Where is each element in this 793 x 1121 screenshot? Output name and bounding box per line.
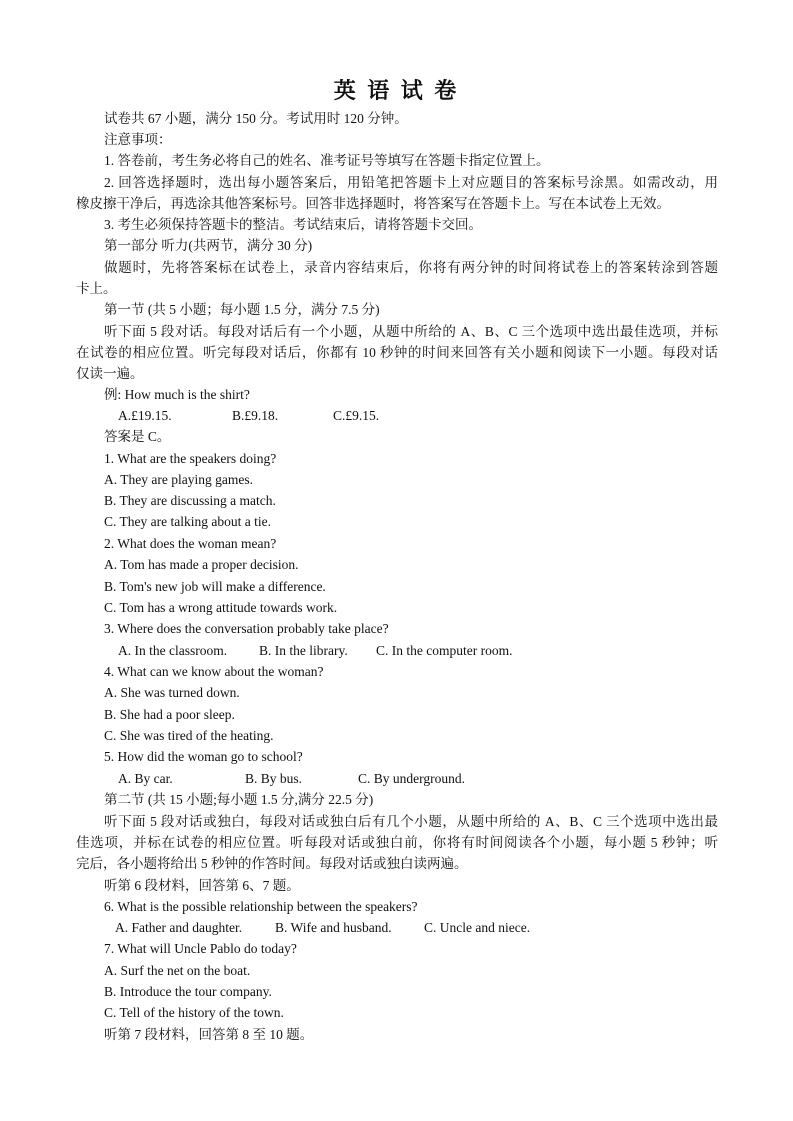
material-6-note: 听第 6 段材料，回答第 6、7 题。 <box>104 878 300 893</box>
section2-instruction-line-2: 佳选项，并标在试卷的相应位置。听每段对话或独白前，你将有时间阅读各个小题，每小题 5 秒钟；听 <box>76 835 718 850</box>
example-option-c: C.£9.15. <box>333 408 380 423</box>
question-4-stem: 4. What can we know about the woman? <box>104 664 324 679</box>
part1-instruction-line-1: 做题时，先将答案标在试卷上，录音内容结束后，你将有两分钟的时间将试卷上的答案转涂到答题 <box>104 260 718 275</box>
question-6-option-b: B. Wife and husband. <box>275 920 392 935</box>
question-2-option-c: C. Tom has a wrong attitude towards work. <box>104 600 338 615</box>
section1-heading: 第一节 (共 5 小题；每小题 1.5 分，满分 7.5 分) <box>104 302 380 317</box>
question-7-option-a: A. Surf the net on the boat. <box>104 963 251 978</box>
question-6-option-c: C. Uncle and niece. <box>424 920 531 935</box>
question-7-option-b: B. Introduce the tour company. <box>104 984 272 999</box>
question-2-option-b: B. Tom's new job will make a difference. <box>104 579 326 594</box>
question-3-stem: 3. Where does the conversation probably take place? <box>104 621 389 636</box>
question-4-option-c: C. She was tired of the heating. <box>104 728 274 743</box>
section2-heading: 第二节 (共 15 小题;每小题 1.5 分,满分 22.5 分) <box>104 792 374 807</box>
question-5-stem: 5. How did the woman go to school? <box>104 749 303 764</box>
question-5-option-b: B. By bus. <box>245 771 303 786</box>
question-1-option-b: B. They are discussing a match. <box>104 493 276 508</box>
part1-heading: 第一部分 听力(共两节，满分 30 分) <box>104 238 313 253</box>
section1-instruction-line-1: 听下面 5 段对话。每段对话后有一个小题，从题中所给的 A、B、C 三个选项中选出最佳选项，并标 <box>104 324 718 339</box>
question-3-option-a: A. In the classroom. <box>118 643 228 658</box>
question-4-option-b: B. She had a poor sleep. <box>104 707 235 722</box>
notice-item-2-line-2: 橡皮擦干净后，再选涂其他答案标号。回答非选择题时，将答案写在答题卡上。写在本试卷上无效。 <box>76 196 670 211</box>
notice-item-1: 1. 答卷前，考生务必将自己的姓名、准考证号等填写在答题卡指定位置上。 <box>104 153 550 168</box>
example-option-a: A.£19.15. <box>118 408 172 423</box>
question-3-option-c: C. In the computer room. <box>376 643 513 658</box>
question-2-stem: 2. What does the woman mean? <box>104 536 277 551</box>
section2-instruction-line-3: 完后，各小题将给出 5 秒钟的作答时间。每段对话或独白读两遍。 <box>76 856 468 871</box>
section1-instruction-line-2: 在试卷的相应位置。听完每段对话后，你都有 10 秒钟的时间来回答有关小题和阅读下一小题。每段对话 <box>76 345 718 360</box>
question-2-option-a: A. Tom has made a proper decision. <box>104 557 299 572</box>
question-7-stem: 7. What will Uncle Pablo do today? <box>104 941 297 956</box>
question-3-option-b: B. In the library. <box>259 643 348 658</box>
notice-item-3: 3. 考生必须保持答题卡的整洁。考试结束后，请将答题卡交回。 <box>104 217 482 232</box>
question-6-option-a: A. Father and daughter. <box>115 920 243 935</box>
question-7-option-c: C. Tell of the history of the town. <box>104 1005 284 1020</box>
section1-instruction-line-3: 仅读一遍。 <box>76 366 144 381</box>
page-title: 英 语 试 卷 <box>333 78 460 103</box>
question-1-option-c: C. They are talking about a tie. <box>104 514 271 529</box>
notice-item-2-line-1: 2. 回答选择题时，选出每小题答案后，用铅笔把答题卡上对应题目的答案标号涂黑。如需改动，用 <box>104 175 718 190</box>
part1-instruction-line-2: 卡上。 <box>76 281 117 296</box>
example-answer: 答案是 C。 <box>104 429 171 444</box>
section2-instruction-line-1: 听下面 5 段对话或独白，每段对话或独白后有几个小题，从题中所给的 A、B、C 三个选项中选出最 <box>104 814 718 829</box>
question-5-option-a: A. By car. <box>118 771 173 786</box>
question-6-stem: 6. What is the possible relationship between the speakers? <box>104 899 418 914</box>
example-option-b: B.£9.18. <box>232 408 279 423</box>
material-7-note: 听第 7 段材料，回答第 8 至 10 题。 <box>104 1027 314 1042</box>
exam-summary: 试卷共 67 小题，满分 150 分。考试用时 120 分钟。 <box>104 111 408 126</box>
example-question: 例: How much is the shirt? <box>104 387 250 402</box>
question-1-stem: 1. What are the speakers doing? <box>104 451 277 466</box>
question-5-option-c: C. By underground. <box>358 771 465 786</box>
notice-heading: 注意事项： <box>104 132 172 147</box>
question-1-option-a: A. They are playing games. <box>104 472 253 487</box>
question-4-option-a: A. She was turned down. <box>104 685 240 700</box>
